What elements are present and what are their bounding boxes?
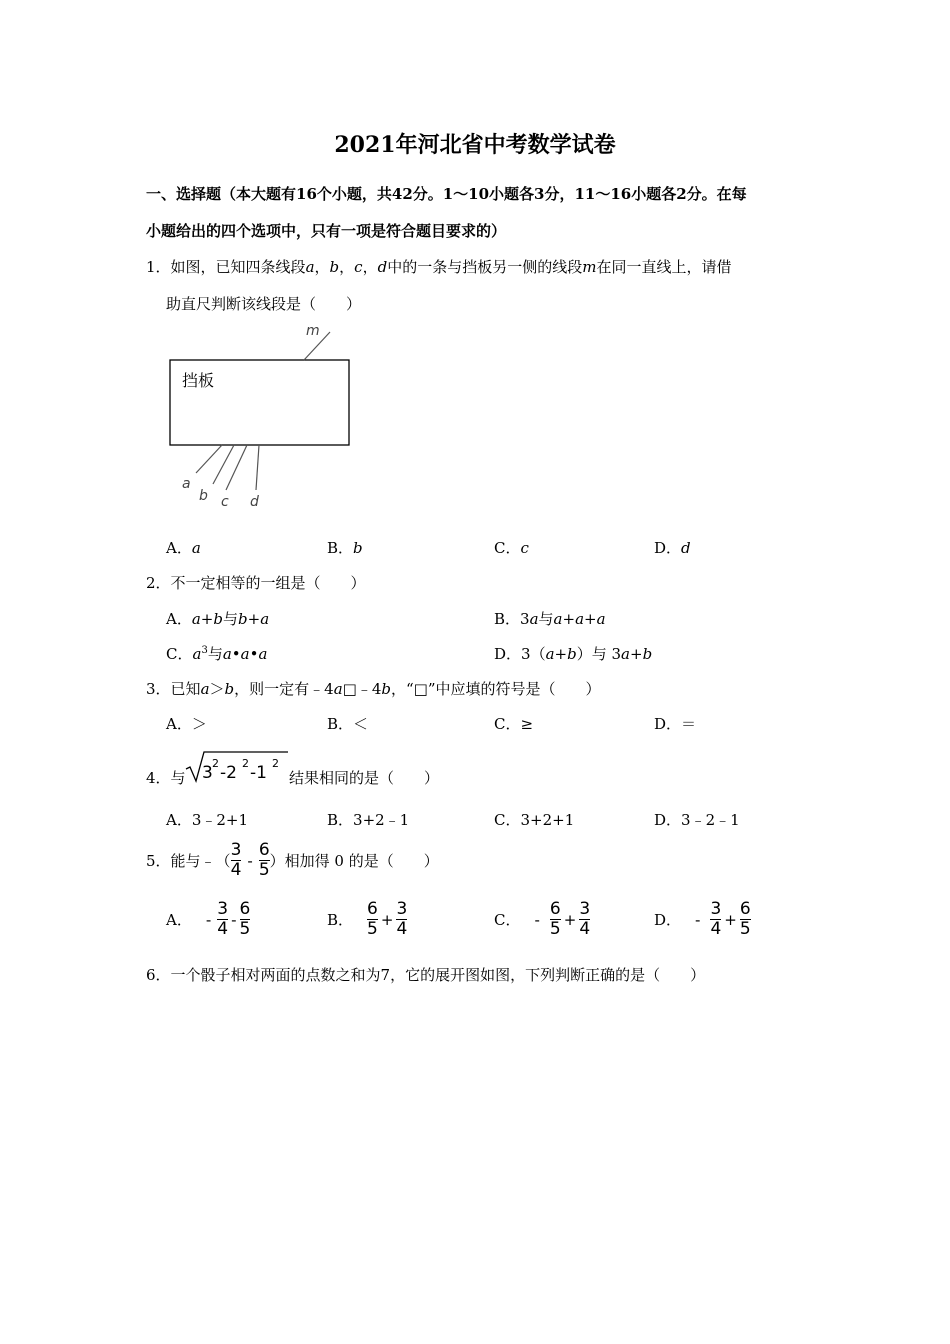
section-header-line2: 小题给出的四个选项中，只有一项是符合题目要求的） bbox=[146, 222, 507, 240]
board-label: 挡板 bbox=[182, 371, 215, 390]
label-c: c bbox=[221, 494, 229, 510]
q2-option-d[interactable]: D．3（a+b）与 3a+b bbox=[494, 645, 653, 663]
question-1: 1．如图，已知四条线段a，b，c，d中的一条与挡板另一侧的线段m在同一直线上，请借 bbox=[146, 258, 732, 276]
q5-option-d[interactable]: D． - $\frac{3}{4}$ + $\frac{6}{5}$ bbox=[654, 899, 751, 939]
q2-option-a[interactable]: A．a+b与b+a bbox=[166, 610, 270, 628]
label-a: a bbox=[182, 476, 191, 492]
question-4-tail: 结果相同的是（ ） bbox=[289, 769, 440, 787]
q4-option-b[interactable]: B．3+2﹣1 bbox=[327, 811, 410, 829]
q1-figure bbox=[160, 318, 390, 518]
label-b: b bbox=[199, 488, 208, 504]
svg-text:2: 2 bbox=[212, 757, 219, 770]
q4-option-a[interactable]: A．3﹣2+1 bbox=[166, 811, 249, 829]
q3-option-a[interactable]: A．＞ bbox=[166, 715, 207, 733]
segment-a bbox=[196, 445, 222, 473]
fraction: $\frac{3}{4}$ bbox=[230, 840, 242, 880]
question-4: 4．与 bbox=[146, 769, 186, 787]
q1-option-d[interactable]: D．d bbox=[654, 539, 691, 557]
q1-option-a[interactable]: A．a bbox=[166, 539, 201, 557]
q5-option-c[interactable]: C． - $\frac{6}{5}$ + $\frac{3}{4}$ bbox=[494, 899, 591, 939]
label-m: m bbox=[306, 323, 320, 339]
question-2: 2．不一定相等的一组是（ ） bbox=[146, 574, 366, 592]
segment-c bbox=[226, 445, 247, 490]
q2-option-b[interactable]: B．3a与a+a+a bbox=[494, 610, 606, 628]
question-5: 5．能与﹣（ $\frac{3}{4}$ - $\frac{6}{5}$ ）相加得 0 的是（ ） bbox=[146, 840, 439, 880]
fraction: $\frac{6}{5}$ bbox=[258, 840, 270, 880]
q2-option-c[interactable]: C．$a^3$与a•a•a bbox=[166, 645, 268, 663]
label-d: d bbox=[250, 494, 259, 510]
question-1-line2: 助直尺判断该线段是（ ） bbox=[166, 295, 362, 313]
segment-d bbox=[256, 445, 259, 490]
svg-text:-2: -2 bbox=[220, 763, 237, 783]
q5-option-b[interactable]: B． $\frac{6}{5}$ + $\frac{3}{4}$ bbox=[327, 899, 408, 939]
q4-sqrt-expression bbox=[184, 748, 290, 786]
q4-option-c[interactable]: C．3+2+1 bbox=[494, 811, 575, 829]
svg-text:-1: -1 bbox=[250, 763, 267, 783]
section-header-line1: 一、选择题（本大题有16个小题，共42分。1～10小题各3分，11～16小题各2分。在每 bbox=[146, 185, 747, 203]
q3-option-c[interactable]: C．≥ bbox=[494, 715, 534, 733]
q1-option-b[interactable]: B．b bbox=[327, 539, 363, 557]
question-6: 6．一个骰子相对两面的点数之和为7，它的展开图如图，下列判断正确的是（ ） bbox=[146, 966, 706, 984]
q3-option-b[interactable]: B．＜ bbox=[327, 715, 369, 733]
q1-option-c[interactable]: C．c bbox=[494, 539, 529, 557]
svg-text:2: 2 bbox=[272, 757, 279, 770]
question-3: 3．已知a＞b，则一定有﹣4a□﹣4b，“□”中应填的符号是（ ） bbox=[146, 680, 601, 698]
q5-option-a[interactable]: A． - $\frac{3}{4}$ - $\frac{6}{5}$ bbox=[166, 899, 251, 939]
page-title: 2021年河北省中考数学试卷 bbox=[334, 132, 616, 158]
q3-option-d[interactable]: D．＝ bbox=[654, 715, 697, 733]
question-number: 1． bbox=[146, 258, 171, 276]
svg-text:2: 2 bbox=[242, 757, 249, 770]
svg-text:3: 3 bbox=[202, 763, 213, 783]
q4-option-d[interactable]: D．3﹣2﹣1 bbox=[654, 811, 740, 829]
